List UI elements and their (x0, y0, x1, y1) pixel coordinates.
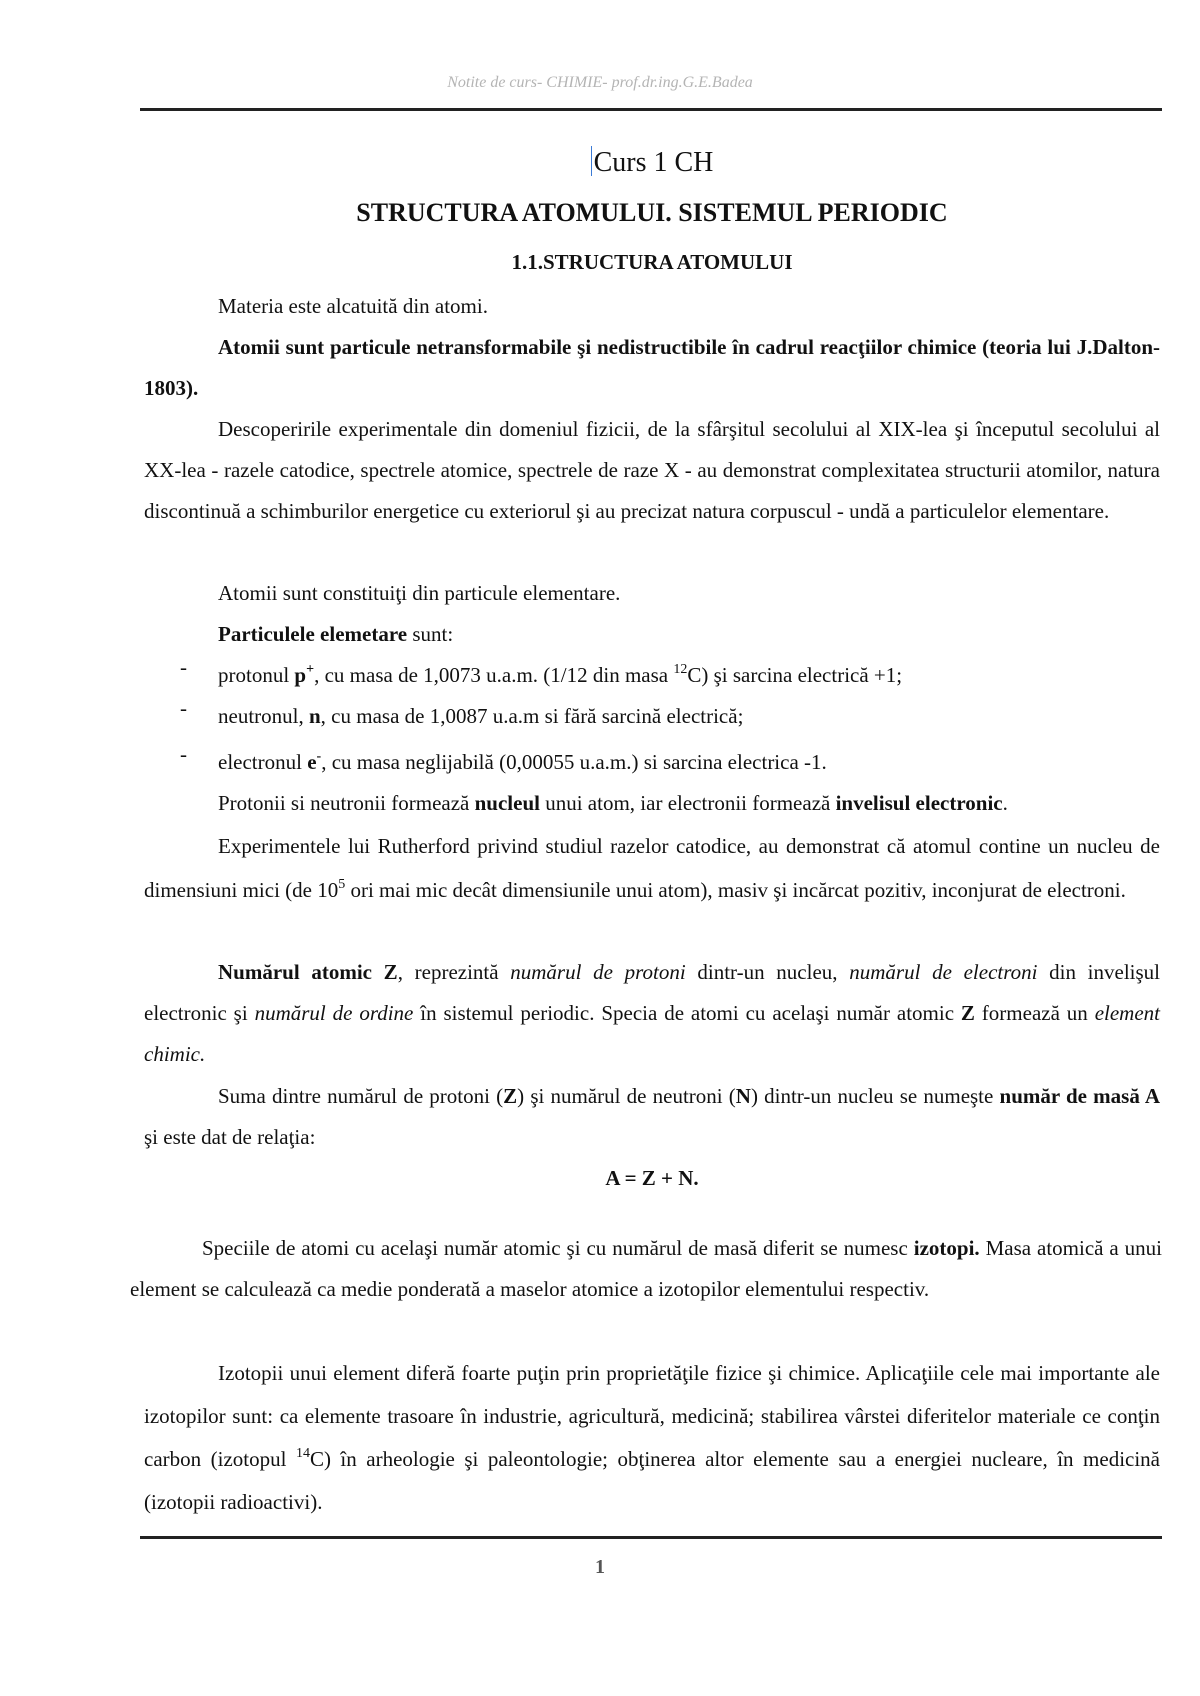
list-item-electron: - electronul e-, cu masa neglijabilă (0,00055 u.a.m.) si sarcina electrica -1. (180, 742, 827, 774)
paragraph-8: Numărul atomic Z, reprezintă numărul de protoni dintr-un nucleu, numărul de electroni din invelişul electronic şi numărul de ordine în sistemul periodic. Specia de atomi cu acelaşi număr atomic Z formează un element chimic. (144, 960, 1161, 1066)
paragraph-9: Suma dintre numărul de protoni (Z) şi numărul de neutroni (N) dintr-un nucleu se numeşte număr de masă A şi este dat de relaţia: (144, 1084, 1160, 1149)
paragraph-4: Atomii sunt constituiţi din particule elementare. (218, 581, 621, 605)
paragraph-2: Atomii sunt particule netransformabile şi nedistructibile în cadrul reacţiilor chimice (teoria lui J.Dalton-1803). (144, 335, 1160, 400)
header-divider (140, 108, 1162, 111)
bullet-dash: - (180, 696, 187, 720)
paragraph-10: Speciile de atomi cu acelaşi număr atomic şi cu numărul de masă diferit se numesc izotopi. Masa atomică a unui element se calculează ca medie ponderată a maselor atomice a izotopilor elementului respectiv. (130, 1236, 1163, 1301)
bullet-dash: - (180, 655, 187, 679)
course-title: Curs 1 CH (144, 146, 1160, 179)
paragraph-6: Protonii si neutronii formează nucleul unui atom, iar electronii formează invelisul electronic. (218, 791, 1008, 815)
paragraph-3: Descoperirile experimentale din domeniul fizicii, de la sfârşitul secolului al XIX-lea şi începutul secolului al XX-lea - razele catodice, spectrele atomice, spectrele de raze X - au demonstrat complexitatea structurii atomilor, natura discontinuă a schimburilor energetice cu exteriorul şi au precizat natura corpuscul - undă a particulelor elementare. (144, 417, 1160, 523)
paragraph-1: Materia este alcatuită din atomi. (218, 294, 488, 318)
equation: A = Z + N. (605, 1166, 699, 1190)
chapter-title: STRUCTURA ATOMULUI. SISTEMUL PERIODIC (356, 198, 948, 227)
page-number: 1 (595, 1556, 605, 1578)
paragraph-5: Particulele elemetare sunt: (218, 622, 454, 646)
paragraph-11: Izotopii unui element diferă foarte puţin prin proprietăţile fizice şi chimice. Aplicaţiile cele mai importante ale izotopilor sunt: ca elemente trasoare în industrie, agricultură, medicină; stabilirea vârstei diferitelor materiale ce conţin carbon (izotopul $^{14}$C) în arheologie şi paleontologie; obţinerea altor elemente sau a energiei nucleare, în medicină (izotopii radioactivi). (144, 1361, 1161, 1514)
text-cursor (591, 146, 592, 176)
footer-divider (140, 1536, 1162, 1539)
list-item-proton: - protonul p+, cu masa de 1,0073 u.a.m. (1/12 din masa $^{12}$C) şi sarcina electrică +1; (180, 655, 903, 687)
paragraph-7: Experimentele lui Rutherford privind studiul razelor catodice, au demonstrat că atomul contine un nucleu de dimensiuni mici (de $10^5$ ori mai mic decât dimensiunile unui atom), masiv şi incărcat pozitiv, inconjurat de electroni. (144, 834, 1160, 902)
list-item-neutron: - neutronul, n, cu masa de 1,0087 u.a.m si fără sarcină electrică; (180, 696, 744, 728)
bullet-dash: - (180, 742, 187, 766)
section-title: 1.1.STRUCTURA ATOMULUI (511, 250, 793, 274)
page-header: Notite de curs- CHIMIE- prof.dr.ing.G.E.Badea (447, 74, 753, 91)
